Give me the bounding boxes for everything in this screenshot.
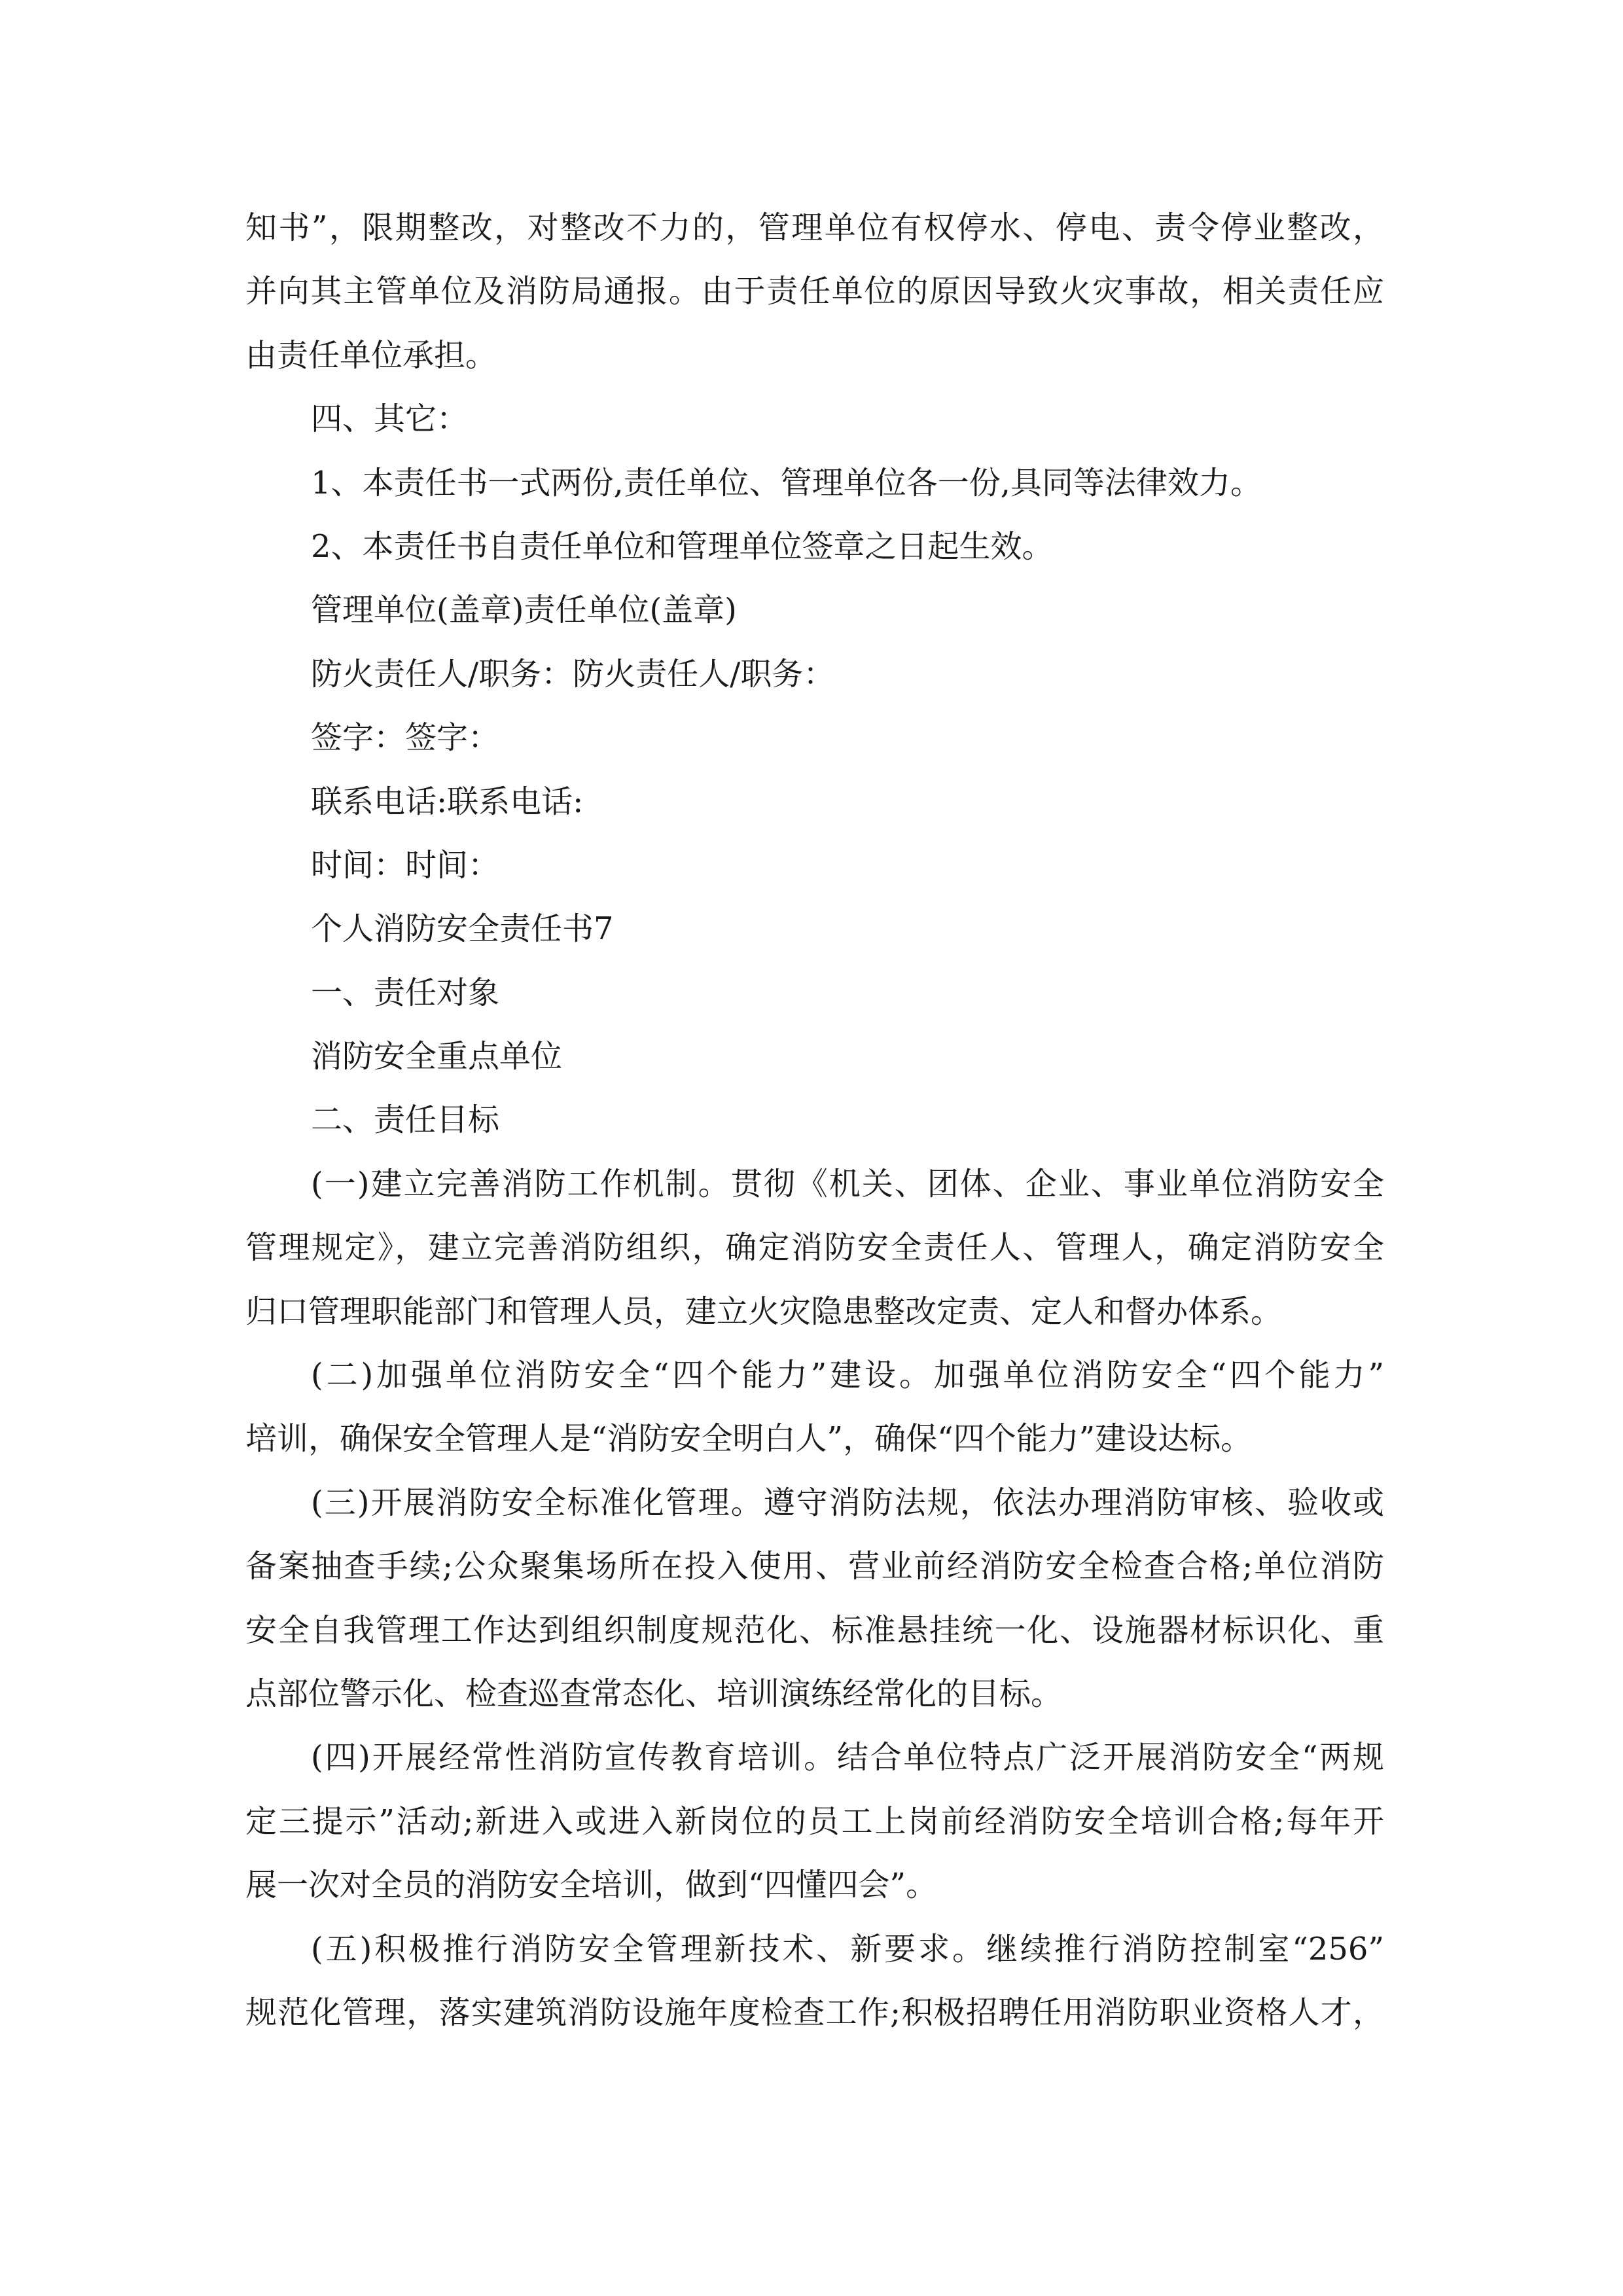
paragraph-line: 消防安全重点单位: [311, 1038, 563, 1075]
section-heading: 一、责任对象: [311, 974, 500, 1011]
signature-date-line: 时间：时间：: [311, 846, 500, 884]
document-body: [245, 196, 1384, 2045]
signature-stamp-line: 管理单位(盖章)责任单位(盖章): [311, 592, 737, 629]
section-heading: 二、责任目标: [311, 1102, 500, 1139]
paragraph-line: 培训，确保安全管理人是“消防安全明白人”，确保“四个能力”建设达标。: [245, 1420, 1253, 1458]
signature-role-line: 防火责任人/职务：防火责任人/职务：: [311, 655, 835, 692]
list-item: 2、本责任书自责任单位和管理单位签章之日起生效。: [311, 528, 1054, 565]
paragraph-line: 展一次对全员的消防安全培训，做到“四懂四会”。: [245, 1867, 938, 1904]
list-item: 1、本责任书一式两份,责任单位、管理单位各一份,具同等法律效力。: [311, 464, 1262, 501]
paragraph-line: (二)加强单位消防安全“四个能力”建设。加强单位消防安全“四个能力”: [311, 1357, 1384, 1394]
paragraph-line: 由责任单位承担。: [245, 336, 497, 374]
paragraph-line: 定三提示”活动;新进入或进入新岗位的员工上岗前经消防安全培训合格;每年开: [245, 1803, 1384, 1840]
section-heading: 四、其它：: [311, 401, 469, 438]
paragraph-line: (三)开展消防安全标准化管理。遵守消防法规，依法办理消防审核、验收或: [311, 1484, 1384, 1521]
paragraph-line: (四)开展经常性消防宣传教育培训。结合单位特点广泛开展消防安全“两规: [311, 1739, 1384, 1776]
paragraph-line: 知书”，限期整改，对整改不力的，管理单位有权停水、停电、责令停业整改，: [245, 209, 1384, 246]
document-title: 个人消防安全责任书7: [311, 910, 614, 948]
paragraph-line: 管理规定》，建立完善消防组织，确定消防安全责任人、管理人，确定消防安全: [245, 1229, 1384, 1266]
paragraph-line: (五)积极推行消防安全管理新技术、新要求。继续推行消防控制室“256”: [311, 1930, 1384, 1967]
paragraph-line: 备案抽查手续;公众聚集场所在投入使用、营业前经消防安全检查合格;单位消防: [245, 1548, 1384, 1585]
paragraph-line: 归口管理职能部门和管理人员，建立火灾隐患整改定责、定人和督办体系。: [245, 1293, 1283, 1330]
paragraph-line: (一)建立完善消防工作机制。贯彻《机关、团体、企业、事业单位消防安全: [311, 1165, 1384, 1202]
paragraph-line: 安全自我管理工作达到组织制度规范化、标准悬挂统一化、设施器材标识化、重: [245, 1611, 1384, 1649]
paragraph-line: 并向其主管单位及消防局通报。由于责任单位的原因导致火灾事故，相关责任应: [245, 273, 1384, 310]
paragraph-line: 点部位警示化、检查巡查常态化、培训演练经常化的目标。: [245, 1675, 1063, 1712]
paragraph-line: 规范化管理，落实建筑消防设施年度检查工作;积极招聘任用消防职业资格人才，: [245, 1994, 1384, 2031]
signature-sign-line: 签字：签字：: [311, 719, 500, 757]
signature-phone-line: 联系电话:联系电话:: [311, 783, 584, 820]
